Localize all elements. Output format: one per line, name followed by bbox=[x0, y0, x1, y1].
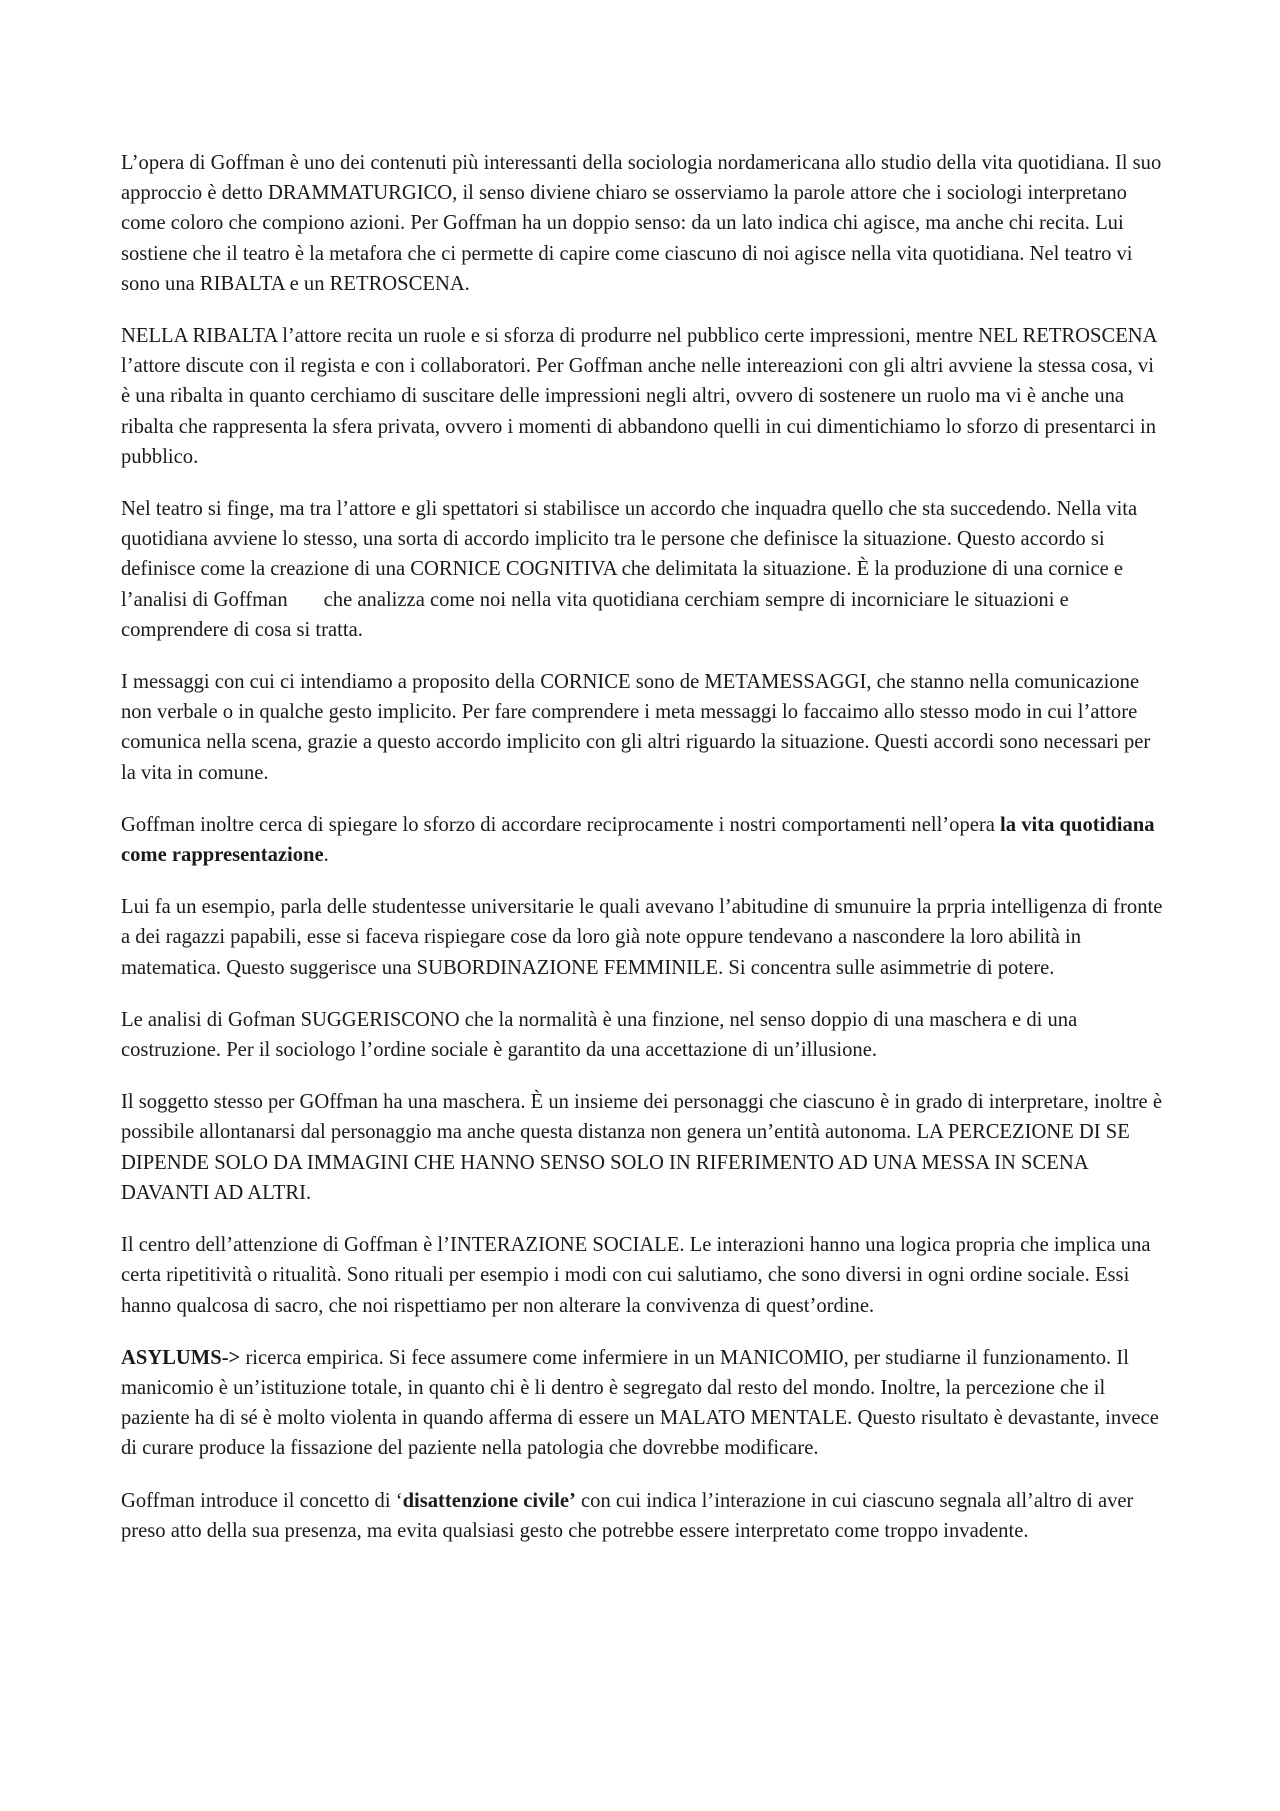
paragraph-disattenzione-civile bbox=[121, 1486, 1166, 1546]
book-title: la vita quotidiana come rappresentazione bbox=[121, 813, 1155, 867]
paragraph-asylums bbox=[121, 1343, 1166, 1464]
paragraph-text: . bbox=[323, 844, 329, 867]
paragraph-metamessaggi bbox=[121, 667, 1166, 788]
paragraph-text: Le analisi di Gofman SUGGERISCONO che la normalità è una finzione, nel senso doppio di una maschera e di una costruzione. Per il sociologo l’ordine sociale è garantito da una accettazione di un’illusione. bbox=[121, 1008, 1078, 1062]
paragraph-ribalta-retroscena bbox=[121, 321, 1166, 472]
paragraph-text: Goffman inoltre cerca di spiegare lo sforzo di accordare reciprocamente i nostri comportamenti nell’opera bbox=[121, 813, 1001, 836]
asylums-heading: ASYLUMS-> bbox=[121, 1346, 241, 1369]
paragraph-text: Il soggetto stesso per GOffman ha una maschera. È un insieme dei personaggi che ciascuno è in grado di interpretare, inoltre è possibile allontanarsi dal personaggio ma anche questa distanza non genera un’entità autonoma. LA PERCEZIONE DI SE DIPENDE SOLO DA IMMAGINI CHE HANNO SENSO SOLO IN RIFERIMENTO AD UNA MESSA IN SCENA DAVANTI AD ALTRI. bbox=[121, 1091, 1162, 1204]
paragraph-interazione-sociale bbox=[121, 1230, 1166, 1321]
paragraph-text: Goffman introduce il concetto di ‘ bbox=[121, 1489, 403, 1512]
paragraph-cornice-cognitiva bbox=[121, 494, 1166, 645]
paragraph-dramaturgical-approach bbox=[121, 148, 1166, 299]
paragraph-text: Nel teatro si finge, ma tra l’attore e gli spettatori si stabilisce un accordo che inquadra quello che sta succedendo. Nella vita quotidiana avviene lo stesso, una sorta di accordo implicito tra le persone che definisce la situazione. Questo accordo si definisce come la creazione di una CORNICE COGNITIVA che delimitata la situazione. È la produzione di una cornice e l’analisi di Goffman che analizza come noi nella vita quotidiana cerchiam sempre di incorniciare le situazioni e comprendere di cosa si tratta. bbox=[121, 498, 1143, 641]
paragraph-text: NELLA RIBALTA l’attore recita un ruole e si sforza di produrre nel pubblico certe impressioni, mentre NEL RETROSCENA l’attore discute con il regista e con i collaboratori. Per Goffman anche nelle intereazioni con gli altri avviene la stessa cosa, vi è una ribalta in quanto cerchiamo di suscitare delle impressioni negli altri, ovvero di sostenere un ruolo ma vi è anche una ribalta che rappresenta la sfera privata, ovvero i momenti di abbandono quelli in cui dimentichiamo lo sforzo di presentarci in pubblico. bbox=[121, 325, 1157, 468]
paragraph-maschera bbox=[121, 1087, 1166, 1208]
paragraph-rappresentazione bbox=[121, 810, 1166, 870]
document-body bbox=[121, 148, 1166, 1568]
paragraph-text: ricerca empirica. Si fece assumere come infermiere in un MANICOMIO, per studiarne il funzionamento. Il manicomio è un’istituzione totale, in quanto chi è li dentro è segregato dal resto del mondo. Inoltre, la percezione che il paziente ha di sé è molto violenta in quando afferma di essere un MALATO MENTALE. Questo risultato è devastante, invece di curare produce la fissazione del paziente nella patologia che dovrebbe modificare. bbox=[121, 1346, 1159, 1460]
paragraph-text: L’opera di Goffman è uno dei contenuti più interessanti della sociologia nordamericana allo studio della vita quotidiana. Il suo approccio è detto DRAMMATURGICO, il senso diviene chiaro se osserviamo la parole attore che i sociologi interpretano come coloro che compiono azioni. Per Goffman ha un doppio senso: da un lato indica chi agisce, ma anche chi recita. Lui sostiene che il teatro è la metafora che ci permette di capire come ciascuno di noi agisce nella vita quotidiana. Nel teatro vi sono una RIBALTA e un RETROSCENA. bbox=[121, 152, 1162, 295]
paragraph-subordinazione bbox=[121, 892, 1166, 983]
paragraph-text: con cui indica l’interazione in cui ciascuno segnala all’altro di aver preso atto della sua presenza, ma evita qualsiasi gesto che potrebbe essere interpretato come troppo invadente. bbox=[121, 1489, 1134, 1542]
paragraph-text: Lui fa un esempio, parla delle studentesse universitarie le quali avevano l’abitudine di smunuire la prpria intelligenza di fronte a dei ragazzi papabili, esse si faceva rispiegare cose da loro già note oppure tendevano a nascondere la loro abilità in matematica. Questo suggerisce una SUBORDINAZIONE FEMMINILE. Si concentra sulle asimmetrie di potere. bbox=[121, 896, 1163, 979]
concept-term: disattenzione civile’ bbox=[402, 1489, 576, 1512]
paragraph-text: I messaggi con cui ci intendiamo a proposito della CORNICE sono de METAMESSAGGI, che stanno nella comunicazione non verbale o in qualche gesto implicito. Per fare comprendere i meta messaggi lo faccaimo allo stesso modo in cui l’attore comunica nella scena, grazie a questo accordo implicito con gli altri riguardo la situazione. Questi accordi sono necessari per la vita in comune. bbox=[121, 671, 1151, 784]
paragraph-normalita-finzione bbox=[121, 1005, 1166, 1065]
paragraph-text: Il centro dell’attenzione di Goffman è l’INTERAZIONE SOCIALE. Le interazioni hanno una logica propria che implica una certa ripetitività o ritualità. Sono rituali per esempio i modi con cui salutiamo, che sono diversi in ogni ordine sociale. Essi hanno qualcosa di sacro, che noi rispettiamo per non alterare la convivenza di quest’ordine. bbox=[121, 1234, 1151, 1317]
